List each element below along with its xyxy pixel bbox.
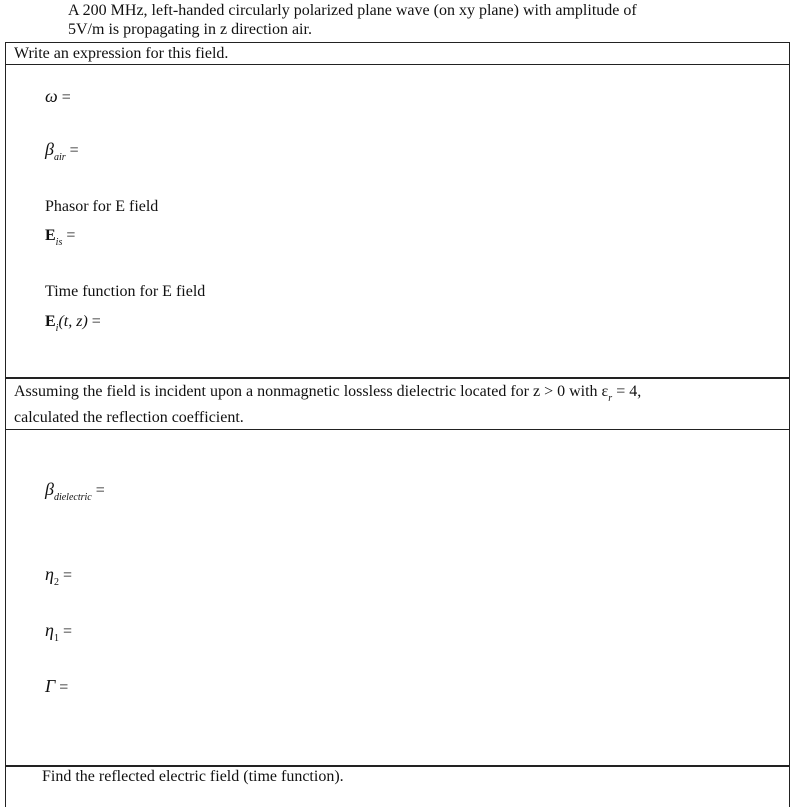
time-function-answer-row xyxy=(45,313,101,334)
beta-dielectric-subscript: dielectric xyxy=(53,492,92,503)
section1-header-text: Write an expression for this field. xyxy=(14,45,229,62)
E-symbol: E xyxy=(45,227,56,244)
E-i-subscript: i xyxy=(55,323,59,334)
omega-equals: = xyxy=(61,89,71,106)
section2-header-text-2: calculated the reflection coefficient. xyxy=(14,409,244,426)
beta-air-subscript: air xyxy=(53,152,66,163)
intro-line-1 xyxy=(68,2,758,20)
phasor-equals: = xyxy=(66,227,76,244)
time-function-label-text: Time function for E field xyxy=(45,283,206,300)
eta1-subscript: 1 xyxy=(53,633,59,644)
beta-dielectric-equals: = xyxy=(95,482,105,499)
section2-header-divider xyxy=(5,429,790,430)
time-function-label xyxy=(45,283,205,301)
eta1-equals: = xyxy=(62,623,72,640)
beta-air-answer-row xyxy=(45,139,79,163)
E-time-symbol: E xyxy=(45,313,56,330)
beta-air-equals: = xyxy=(69,142,79,159)
intro-text-2: 5V/m is propagating in z direction air. xyxy=(68,21,312,38)
phasor-answer-row xyxy=(45,227,76,248)
E-is-subscript: is xyxy=(55,237,63,248)
eta2-equals: = xyxy=(62,567,72,584)
section2-frame xyxy=(5,378,790,766)
eta2-symbol: η xyxy=(45,564,54,584)
section2-header-line-2 xyxy=(14,409,244,427)
gamma-answer-row xyxy=(45,676,68,697)
intro-text-1: A 200 MHz, left-handed circularly polarized plane wave (on xy plane) with amplitude of xyxy=(68,2,637,19)
phasor-label-text: Phasor for E field xyxy=(45,198,159,215)
omega-answer-row xyxy=(45,86,71,107)
eta2-answer-row xyxy=(45,564,72,588)
phasor-label xyxy=(45,198,158,216)
beta-dielectric-answer-row xyxy=(45,479,105,503)
eta1-symbol: η xyxy=(45,620,54,640)
epsilon-r-subscript: r xyxy=(608,393,613,404)
gamma-equals: = xyxy=(59,679,69,696)
section2-header-text-1: Assuming the field is incident upon a nonmagnetic lossless dielectric located for z > 0 with ε xyxy=(14,383,609,400)
section1-header xyxy=(14,45,228,63)
epsilon-value: = 4, xyxy=(612,383,642,400)
eta1-answer-row xyxy=(45,620,72,644)
omega-symbol: ω xyxy=(45,86,58,106)
section3-header-text: Find the reflected electric field (time function). xyxy=(42,768,344,785)
intro-line-2 xyxy=(68,21,312,39)
section3-header xyxy=(42,768,344,786)
time-function-equals: = xyxy=(91,313,101,330)
beta-dielectric-symbol: β xyxy=(45,479,54,499)
section1-header-divider xyxy=(5,64,790,65)
E-time-args: (t, z) xyxy=(58,313,88,330)
eta2-subscript: 2 xyxy=(53,577,59,588)
section2-header-line-1 xyxy=(14,383,782,404)
gamma-symbol: Γ xyxy=(45,676,56,696)
beta-symbol: β xyxy=(45,139,54,159)
